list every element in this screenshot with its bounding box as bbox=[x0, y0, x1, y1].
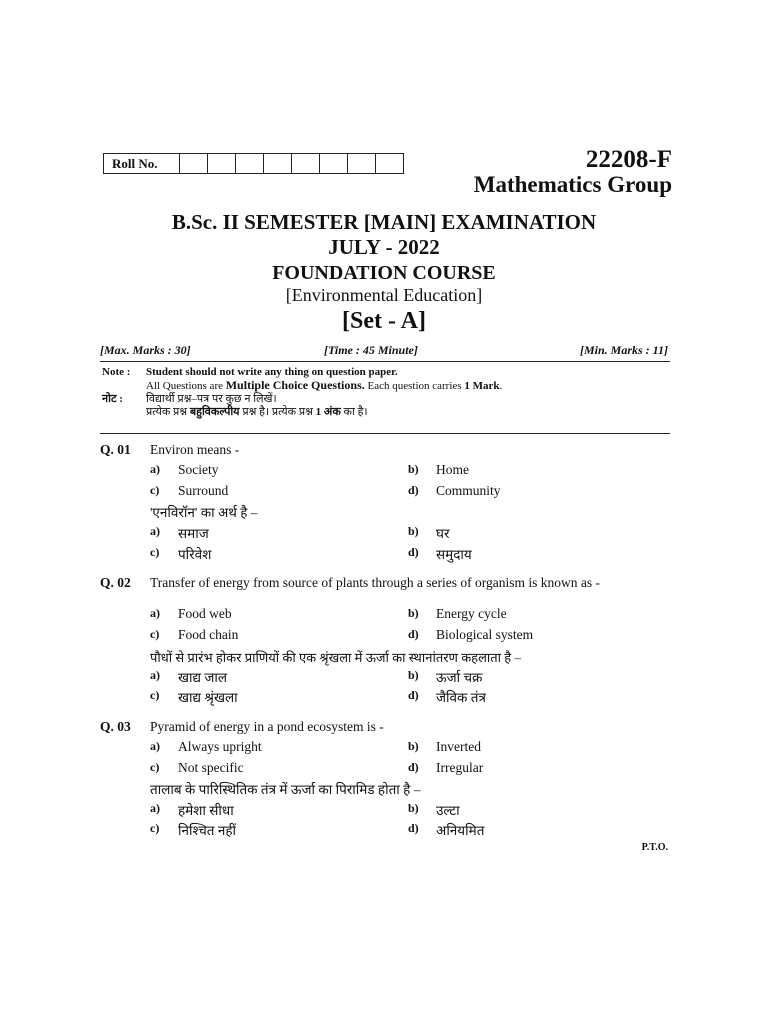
option-letter: d) bbox=[408, 545, 419, 559]
roll-number-cell bbox=[180, 154, 208, 173]
note-emphasis-hindi: बहुविकल्पीय bbox=[189, 406, 240, 418]
option-letter: d) bbox=[408, 688, 419, 702]
time-allowed: [Time : 45 Minute] bbox=[324, 343, 418, 357]
option-text: Irregular bbox=[436, 760, 484, 775]
option-letter: a) bbox=[150, 606, 160, 620]
course-title: FOUNDATION COURSE bbox=[272, 262, 496, 284]
option-letter: b) bbox=[408, 739, 419, 753]
option-text: उल्टा bbox=[436, 803, 460, 818]
option-letter: d) bbox=[408, 821, 419, 835]
option-letter: c) bbox=[150, 483, 160, 497]
question-number: Q. 01 bbox=[100, 442, 131, 457]
group-name: Mathematics Group bbox=[473, 172, 672, 197]
option-text: Food chain bbox=[178, 627, 239, 642]
roll-number-cell bbox=[348, 154, 376, 173]
option-letter: c) bbox=[150, 760, 160, 774]
option-text: समुदाय bbox=[436, 547, 472, 562]
option-text: खाद्य जाल bbox=[178, 670, 228, 685]
option-text: अनियमित bbox=[436, 823, 485, 838]
option-text: Community bbox=[436, 483, 501, 498]
question-number: Q. 03 bbox=[100, 719, 131, 734]
option-text: Biological system bbox=[436, 627, 534, 642]
question-2 bbox=[100, 575, 670, 705]
exam-title: B.Sc. II SEMESTER [MAIN] EXAMINATION bbox=[171, 210, 597, 234]
option-text: Surround bbox=[178, 483, 229, 498]
roll-number-cell bbox=[292, 154, 320, 173]
question-text-hindi: 'एनविरॉन' का अर्थ है – bbox=[150, 505, 258, 520]
option-letter: a) bbox=[150, 739, 160, 753]
roll-number-box bbox=[103, 153, 404, 174]
option-letter: d) bbox=[408, 760, 419, 774]
question-text-hindi: पौधों से प्रारंभ होकर प्राणियों की एक श्रृंखला में ऊर्जा का स्थानांतरण कहलाता है – bbox=[150, 650, 521, 665]
option-text: खाद्य श्रृंखला bbox=[178, 690, 238, 705]
option-text: Home bbox=[436, 462, 469, 477]
option-text: निश्चित नहीं bbox=[178, 823, 237, 838]
option-text: घर bbox=[436, 526, 450, 541]
option-text: Always upright bbox=[178, 739, 262, 754]
question-text: Transfer of energy from source of plants through a series of organism is known as - bbox=[150, 575, 601, 590]
option-letter: a) bbox=[150, 801, 160, 815]
option-text: ऊर्जा चक्र bbox=[436, 670, 483, 685]
option-letter: a) bbox=[150, 668, 160, 682]
question-text: Pyramid of energy in a pond ecosystem is - bbox=[150, 719, 384, 734]
roll-number-cell bbox=[264, 154, 292, 173]
option-text: Energy cycle bbox=[436, 606, 507, 621]
option-letter: b) bbox=[408, 668, 419, 682]
roll-number-cell bbox=[376, 154, 403, 173]
option-letter: a) bbox=[150, 462, 160, 476]
option-letter: d) bbox=[408, 483, 419, 497]
question-number: Q. 02 bbox=[100, 575, 131, 590]
instructions-note bbox=[102, 366, 502, 419]
option-letter: d) bbox=[408, 627, 419, 641]
subject-title: [Environmental Education] bbox=[285, 285, 483, 305]
option-letter: c) bbox=[150, 688, 160, 702]
option-letter: b) bbox=[408, 606, 419, 620]
question-text-hindi: तालाब के पारिस्थितिक तंत्र में ऊर्जा का पिरामिड होता है – bbox=[150, 782, 421, 797]
question-text: Environ means - bbox=[150, 442, 240, 457]
note-line: . bbox=[499, 380, 503, 392]
option-letter: b) bbox=[408, 524, 419, 538]
roll-number-cell bbox=[320, 154, 348, 173]
option-text: Society bbox=[178, 462, 219, 477]
option-letter: a) bbox=[150, 524, 160, 538]
note-line: Each question carries bbox=[364, 380, 465, 392]
note-line: All Questions are bbox=[146, 380, 226, 392]
roll-number-cell bbox=[208, 154, 236, 173]
note-emphasis-hindi: 1 अंक bbox=[315, 406, 341, 418]
note-label: Note : bbox=[102, 366, 131, 378]
option-text: Inverted bbox=[436, 739, 481, 754]
divider bbox=[100, 433, 670, 434]
divider bbox=[100, 361, 670, 362]
note-emphasis: 1 Mark bbox=[464, 380, 500, 392]
option-letter: c) bbox=[150, 627, 160, 641]
option-text: Not specific bbox=[178, 760, 244, 775]
option-letter: c) bbox=[150, 821, 160, 835]
set-label: [Set - A] bbox=[342, 308, 426, 334]
note-line-hindi: विद्यार्थी प्रश्न–पत्र पर कुछ न लिखें। bbox=[146, 393, 277, 405]
min-marks: [Min. Marks : 11] bbox=[579, 343, 668, 357]
max-marks: [Max. Marks : 30] bbox=[100, 343, 191, 357]
option-text: Food web bbox=[178, 606, 232, 621]
option-text: जैविक तंत्र bbox=[436, 690, 486, 705]
option-text: हमेशा सीधा bbox=[178, 803, 234, 818]
note-line-hindi: का है। bbox=[340, 406, 368, 418]
note-emphasis: Multiple Choice Questions. bbox=[225, 378, 365, 392]
note-line-hindi: प्रत्येक प्रश्न bbox=[146, 406, 190, 418]
option-text: समाज bbox=[178, 526, 209, 541]
option-letter: b) bbox=[408, 462, 419, 476]
roll-number-cell bbox=[236, 154, 264, 173]
roll-number-label: Roll No. bbox=[104, 154, 180, 173]
question-1 bbox=[100, 442, 670, 567]
page-turn-over: P.T.O. bbox=[641, 842, 668, 853]
question-3 bbox=[100, 719, 670, 839]
exam-session: JULY - 2022 bbox=[328, 235, 440, 259]
note-line-hindi: प्रश्न है। प्रत्येक प्रश्न bbox=[239, 406, 316, 418]
note-label-hindi: नोट : bbox=[102, 393, 123, 405]
paper-code: 22208-F bbox=[585, 146, 672, 173]
option-letter: c) bbox=[150, 545, 160, 559]
note-line: Student should not write any thing on question paper. bbox=[146, 366, 398, 378]
option-letter: b) bbox=[408, 801, 419, 815]
option-text: परिवेश bbox=[178, 547, 212, 562]
